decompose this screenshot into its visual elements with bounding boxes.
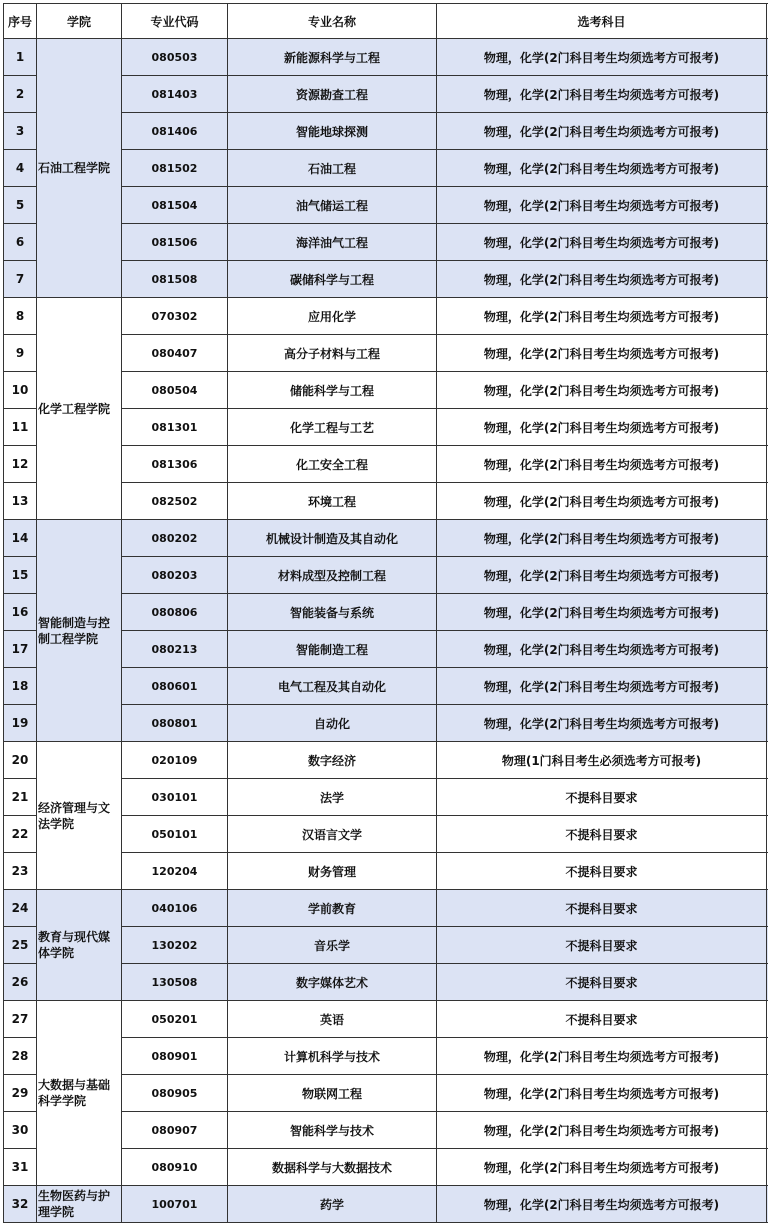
seq-cell: 7 [4,261,37,298]
code-cell: 050201 [122,1001,228,1038]
subjects-cell: 物理(1门科目考生必须选考方可报考) [437,742,767,779]
seq-cell: 30 [4,1112,37,1149]
code-cell: 120204 [122,853,228,890]
seq-cell: 25 [4,927,37,964]
major-cell: 数字经济 [228,742,437,779]
seq-cell: 26 [4,964,37,1001]
major-cell: 智能地球探测 [228,113,437,150]
code-cell: 080806 [122,594,228,631]
seq-cell: 11 [4,409,37,446]
major-cell: 新能源科学与工程 [228,39,437,76]
seq-cell: 18 [4,668,37,705]
subjects-cell: 物理，化学(2门科目考生均须选考方可报考) [437,150,767,187]
seq-cell: 19 [4,705,37,742]
code-cell: 080407 [122,335,228,372]
subjects-cell: 物理，化学(2门科目考生均须选考方可报考) [437,335,767,372]
seq-cell: 10 [4,372,37,409]
table-row [4,742,768,779]
seq-cell: 32 [4,1186,37,1223]
subjects-cell: 物理，化学(2门科目考生均须选考方可报考) [437,224,767,261]
major-cell: 油气储运工程 [228,187,437,224]
seq-cell: 4 [4,150,37,187]
subjects-cell: 不提科目要求 [437,964,767,1001]
code-cell: 081506 [122,224,228,261]
seq-cell: 8 [4,298,37,335]
subjects-cell: 物理，化学(2门科目考生均须选考方可报考) [437,705,767,742]
seq-cell: 15 [4,557,37,594]
code-cell: 130202 [122,927,228,964]
subjects-cell: 不提科目要求 [437,816,767,853]
subjects-cell: 物理，化学(2门科目考生均须选考方可报考) [437,1075,767,1112]
major-cell: 自动化 [228,705,437,742]
subjects-cell: 物理，化学(2门科目考生均须选考方可报考) [437,483,767,520]
major-cell: 物联网工程 [228,1075,437,1112]
code-cell: 080910 [122,1149,228,1186]
seq-cell: 16 [4,594,37,631]
seq-cell: 20 [4,742,37,779]
code-cell: 081504 [122,187,228,224]
subjects-cell: 物理，化学(2门科目考生均须选考方可报考) [437,113,767,150]
major-cell: 数字媒体艺术 [228,964,437,1001]
code-cell: 081306 [122,446,228,483]
school-cell: 经济管理与文法学院 [37,742,122,890]
table-row [4,890,768,927]
code-cell: 020109 [122,742,228,779]
seq-cell: 1 [4,39,37,76]
major-cell: 汉语言文学 [228,816,437,853]
seq-cell: 14 [4,520,37,557]
code-cell: 081403 [122,76,228,113]
code-cell: 080213 [122,631,228,668]
seq-cell: 21 [4,779,37,816]
seq-cell: 17 [4,631,37,668]
seq-cell: 12 [4,446,37,483]
subjects-cell: 物理，化学(2门科目考生均须选考方可报考) [437,520,767,557]
subjects-cell: 物理，化学(2门科目考生均须选考方可报考) [437,668,767,705]
table-row [4,298,768,335]
school-cell: 生物医药与护理学院 [37,1186,122,1223]
major-cell: 碳储科学与工程 [228,261,437,298]
code-cell: 081508 [122,261,228,298]
code-cell: 030101 [122,779,228,816]
subjects-cell: 物理，化学(2门科目考生均须选考方可报考) [437,372,767,409]
major-cell: 资源勘查工程 [228,76,437,113]
code-cell: 050101 [122,816,228,853]
school-cell: 化学工程学院 [37,298,122,520]
subjects-cell: 物理，化学(2门科目考生均须选考方可报考) [437,631,767,668]
table-row [4,520,768,557]
seq-cell: 13 [4,483,37,520]
subjects-cell: 物理，化学(2门科目考生均须选考方可报考) [437,261,767,298]
major-cell: 机械设计制造及其自动化 [228,520,437,557]
seq-cell: 9 [4,335,37,372]
subjects-cell: 物理，化学(2门科目考生均须选考方可报考) [437,187,767,224]
major-cell: 海洋油气工程 [228,224,437,261]
major-cell: 法学 [228,779,437,816]
school-cell: 大数据与基础科学学院 [37,1001,122,1186]
code-cell: 080202 [122,520,228,557]
major-cell: 化工安全工程 [228,446,437,483]
subjects-cell: 物理，化学(2门科目考生均须选考方可报考) [437,557,767,594]
subjects-cell: 不提科目要求 [437,853,767,890]
code-cell: 100701 [122,1186,228,1223]
header-seq: 序号 [4,4,37,39]
code-cell: 080905 [122,1075,228,1112]
seq-cell: 27 [4,1001,37,1038]
major-cell: 应用化学 [228,298,437,335]
code-cell: 082502 [122,483,228,520]
table-row [4,1001,768,1038]
seq-cell: 31 [4,1149,37,1186]
major-cell: 智能制造工程 [228,631,437,668]
major-cell: 财务管理 [228,853,437,890]
major-cell: 英语 [228,1001,437,1038]
subjects-cell: 不提科目要求 [437,1001,767,1038]
code-cell: 080601 [122,668,228,705]
subjects-cell: 不提科目要求 [437,779,767,816]
subjects-cell: 物理，化学(2门科目考生均须选考方可报考) [437,1038,767,1075]
code-cell: 040106 [122,890,228,927]
subjects-cell: 物理，化学(2门科目考生均须选考方可报考) [437,1112,767,1149]
code-cell: 080203 [122,557,228,594]
header-code: 专业代码 [122,4,228,39]
subjects-cell: 物理，化学(2门科目考生均须选考方可报考) [437,1186,767,1223]
seq-cell: 5 [4,187,37,224]
major-cell: 数据科学与大数据技术 [228,1149,437,1186]
major-cell: 高分子材料与工程 [228,335,437,372]
table-row [4,1186,768,1223]
major-cell: 化学工程与工艺 [228,409,437,446]
table-header-row [4,4,768,39]
code-cell: 130508 [122,964,228,1001]
code-cell: 070302 [122,298,228,335]
major-cell: 电气工程及其自动化 [228,668,437,705]
code-cell: 080503 [122,39,228,76]
code-cell: 081502 [122,150,228,187]
major-requirements-table [3,3,768,1223]
seq-cell: 6 [4,224,37,261]
code-cell: 080504 [122,372,228,409]
major-cell: 环境工程 [228,483,437,520]
major-cell: 石油工程 [228,150,437,187]
seq-cell: 28 [4,1038,37,1075]
major-cell: 智能科学与技术 [228,1112,437,1149]
subjects-cell: 物理，化学(2门科目考生均须选考方可报考) [437,594,767,631]
subjects-cell: 物理，化学(2门科目考生均须选考方可报考) [437,298,767,335]
table-body [4,39,768,1223]
code-cell: 080901 [122,1038,228,1075]
major-cell: 智能装备与系统 [228,594,437,631]
subjects-cell: 不提科目要求 [437,890,767,927]
subjects-cell: 物理，化学(2门科目考生均须选考方可报考) [437,446,767,483]
seq-cell: 22 [4,816,37,853]
major-cell: 药学 [228,1186,437,1223]
major-cell: 储能科学与工程 [228,372,437,409]
subjects-cell: 不提科目要求 [437,927,767,964]
major-cell: 材料成型及控制工程 [228,557,437,594]
header-major: 专业名称 [228,4,437,39]
header-school: 学院 [37,4,122,39]
code-cell: 081301 [122,409,228,446]
seq-cell: 2 [4,76,37,113]
major-cell: 音乐学 [228,927,437,964]
subjects-cell: 物理，化学(2门科目考生均须选考方可报考) [437,39,767,76]
school-cell: 教育与现代媒体学院 [37,890,122,1001]
subjects-cell: 物理，化学(2门科目考生均须选考方可报考) [437,409,767,446]
school-cell: 石油工程学院 [37,39,122,298]
header-subjects: 选考科目 [437,4,767,39]
seq-cell: 3 [4,113,37,150]
subjects-cell: 物理，化学(2门科目考生均须选考方可报考) [437,76,767,113]
seq-cell: 29 [4,1075,37,1112]
code-cell: 080801 [122,705,228,742]
major-cell: 学前教育 [228,890,437,927]
subjects-cell: 物理，化学(2门科目考生均须选考方可报考) [437,1149,767,1186]
seq-cell: 24 [4,890,37,927]
school-cell: 智能制造与控制工程学院 [37,520,122,742]
table-row [4,39,768,76]
code-cell: 081406 [122,113,228,150]
major-cell: 计算机科学与技术 [228,1038,437,1075]
seq-cell: 23 [4,853,37,890]
code-cell: 080907 [122,1112,228,1149]
